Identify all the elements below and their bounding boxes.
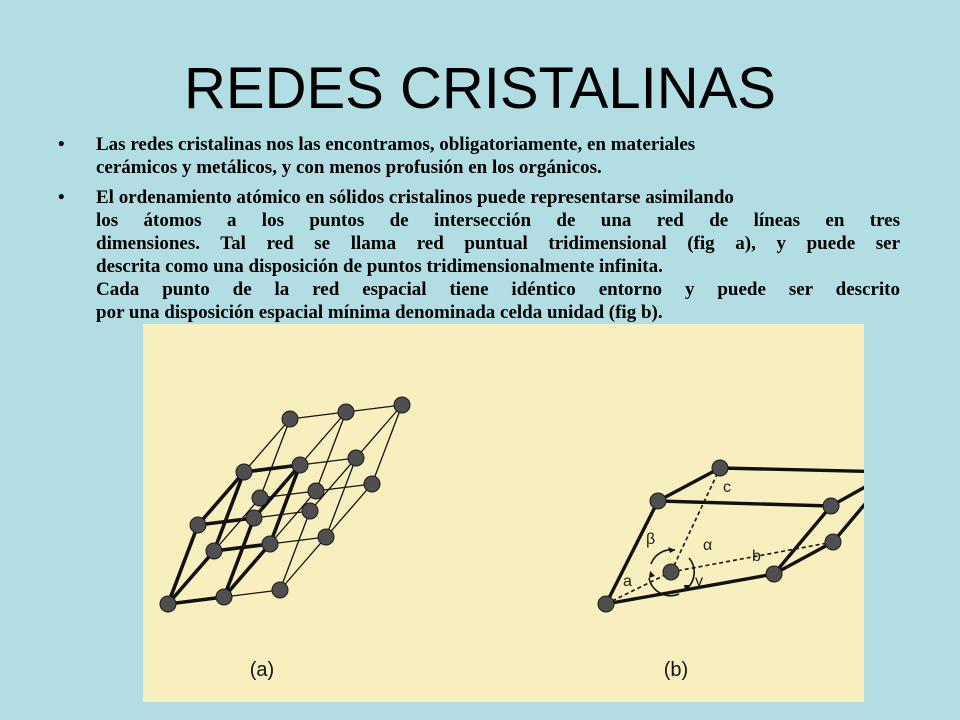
bullet-mark: • bbox=[58, 134, 65, 155]
lattice-atom bbox=[262, 536, 278, 552]
bullet-line: descrita como una disposición de puntos tridimensionalmente infinita. bbox=[96, 256, 663, 277]
bullet-text bbox=[96, 133, 900, 179]
edge-label-b: b bbox=[752, 548, 761, 565]
lattice-line bbox=[316, 412, 346, 491]
bullet-line: dimensiones. Tal red se llama red puntual tridimensional (fig a), y puede ser bbox=[96, 233, 900, 254]
point-lattice-a bbox=[160, 397, 410, 612]
bullet-line: cerámicos y metálicos, y con menos profusión en los orgánicos. bbox=[96, 157, 602, 178]
cell-atom bbox=[663, 564, 679, 580]
lattice-atom bbox=[252, 490, 268, 506]
bullet-list bbox=[58, 133, 900, 331]
bullet-line: Cada punto de la red espacial tiene idéntico entorno y puede ser descrito bbox=[96, 279, 900, 300]
cell-atom bbox=[650, 493, 666, 509]
bullet-item bbox=[58, 133, 900, 179]
unit-cell-edge bbox=[224, 544, 270, 597]
unit-cell-b bbox=[598, 460, 864, 612]
arrowhead-icon bbox=[649, 571, 655, 578]
lattice-atom bbox=[318, 529, 334, 545]
bullet-item bbox=[58, 186, 900, 324]
bullet-mark: • bbox=[58, 187, 65, 208]
lattice-atom bbox=[272, 582, 288, 598]
cell-edge bbox=[658, 468, 720, 501]
lattice-line bbox=[280, 511, 310, 590]
cell-atom bbox=[712, 460, 728, 476]
lattice-atom bbox=[282, 411, 298, 427]
caption-a: (a) bbox=[249, 659, 275, 681]
unit-cell-edge bbox=[168, 525, 198, 604]
lattice-atom bbox=[308, 483, 324, 499]
lattice-atom bbox=[236, 464, 252, 480]
angle-label-beta: β bbox=[646, 531, 656, 548]
lattice-line bbox=[260, 419, 290, 498]
lattice-atom bbox=[394, 397, 410, 413]
cell-atom bbox=[825, 534, 841, 550]
lattice-atom bbox=[292, 457, 308, 473]
caption-b: (b) bbox=[663, 659, 689, 681]
lattice-atom bbox=[216, 589, 232, 605]
cell-atom bbox=[823, 498, 839, 514]
cell-edge bbox=[720, 468, 864, 472]
unit-cell-edge bbox=[270, 465, 300, 544]
cell-edge bbox=[606, 501, 658, 604]
unit-cell-edge bbox=[214, 472, 244, 551]
lattice-atom bbox=[246, 510, 262, 526]
cell-atom bbox=[598, 596, 614, 612]
cell-atom bbox=[766, 566, 782, 582]
lattice-line bbox=[372, 405, 402, 484]
bullet-text bbox=[96, 186, 900, 324]
edge-label-c: c bbox=[723, 479, 731, 496]
cell-edge bbox=[774, 506, 831, 574]
bullet-line: por una disposición espacial mínima denominada celda unidad (fig b). bbox=[96, 302, 663, 323]
arrowhead-icon bbox=[668, 547, 675, 553]
bullet-line: Las redes cristalinas nos las encontramos, obligatoriamente, en materiales bbox=[96, 134, 696, 155]
lattice-atom bbox=[190, 517, 206, 533]
slide-title: REDES CRISTALINAS bbox=[184, 56, 776, 121]
lattice-atom bbox=[348, 450, 364, 466]
cell-edge-hidden bbox=[671, 468, 720, 572]
unit-cell-edge bbox=[168, 551, 214, 604]
lattice-diagram bbox=[143, 324, 864, 702]
lattice-atom bbox=[206, 543, 222, 559]
angle-label-alpha: α bbox=[703, 537, 713, 554]
unit-cell-edge bbox=[198, 472, 244, 525]
lattice-atom bbox=[160, 596, 176, 612]
edge-label-a: a bbox=[623, 573, 632, 590]
lattice-atom bbox=[302, 503, 318, 519]
lattice-atom bbox=[338, 404, 354, 420]
cell-edge bbox=[658, 501, 831, 506]
lattice-atom bbox=[364, 476, 380, 492]
angle-label-gamma: γ bbox=[695, 573, 703, 590]
unit-cell-edge bbox=[224, 518, 254, 597]
bullet-line: El ordenamiento atómico en sólidos cristalinos puede representarse asimilando bbox=[96, 187, 734, 208]
bullet-line: los átomos a los puntos de intersección de una red de líneas en tres bbox=[96, 210, 900, 231]
crystal-lattice-figure bbox=[143, 324, 864, 702]
lattice-line bbox=[326, 458, 356, 537]
